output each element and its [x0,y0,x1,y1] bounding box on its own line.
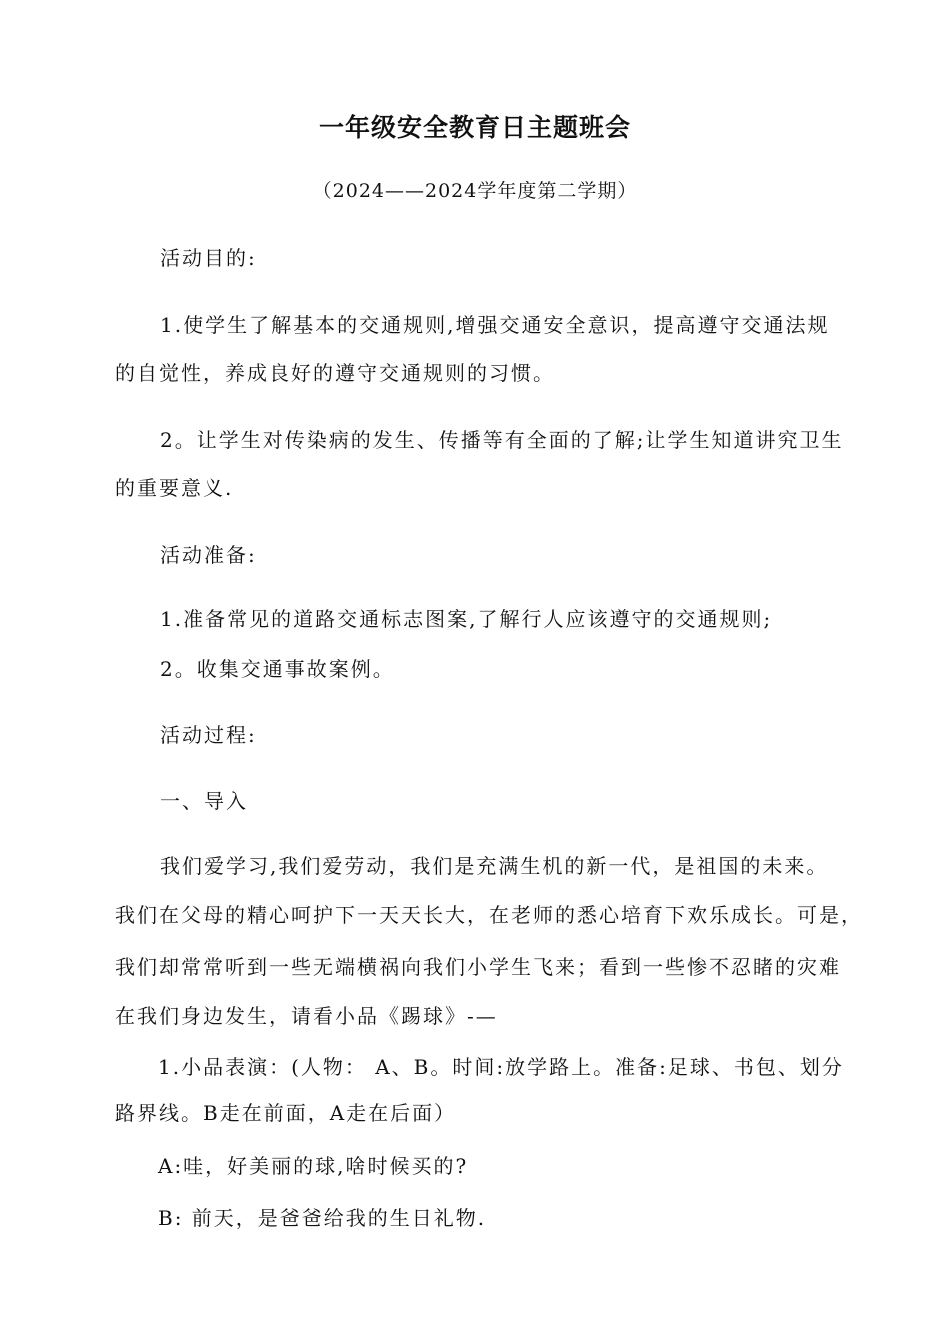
paragraph-line: 我们却常常听到一些无端横祸向我们小学生飞来；看到一些惨不忍睹的灾难 [115,955,841,979]
dialogue-line-b: B: 前天，是爸爸给我的生日礼物. [158,1206,487,1230]
document-title: 一年级安全教育日主题班会 [318,113,631,142]
paragraph-line: 2。收集交通事故案例。 [160,657,395,681]
paragraph-line: 1.小品表演：(人物： A、B。时间:放学路上。准备:足球、书包、划分 [158,1055,844,1079]
heading-activity-purpose: 活动目的: [160,246,257,270]
paragraph-line: 1.准备常见的道路交通标志图案,了解行人应该遵守的交通规则; [160,607,773,631]
heading-activity-preparation: 活动准备: [160,543,257,567]
paragraph-line: 的重要意义. [115,476,234,500]
section-heading-intro: 一、导入 [160,789,248,813]
dialogue-line-a: A:哇，好美丽的球,啥时候买的? [158,1154,469,1178]
paragraph-line: 我们爱学习,我们爱劳动，我们是充满生机的新一代，是祖国的未来。 [160,854,829,878]
paragraph-line: 的自觉性，养成良好的遵守交通规则的习惯。 [115,361,555,385]
document-subtitle: （2024——2024学年度第二学期） [312,180,638,202]
paragraph-line: 路界线。B走在前面，A走在后面） [115,1101,457,1125]
paragraph-line: 2。让学生对传染病的发生、传播等有全面的了解;让学生知道讲究卫生 [160,428,844,452]
paragraph-line: 1.使学生了解基本的交通规则,增强交通安全意识，提高遵守交通法规 [160,313,830,337]
paragraph-line: 在我们身边发生，请看小品《踢球》-— [115,1004,498,1028]
paragraph-line: 我们在父母的精心呵护下一天天长大，在老师的悉心培育下欢乐成长。可是， [115,903,863,927]
heading-activity-process: 活动过程: [160,723,257,747]
